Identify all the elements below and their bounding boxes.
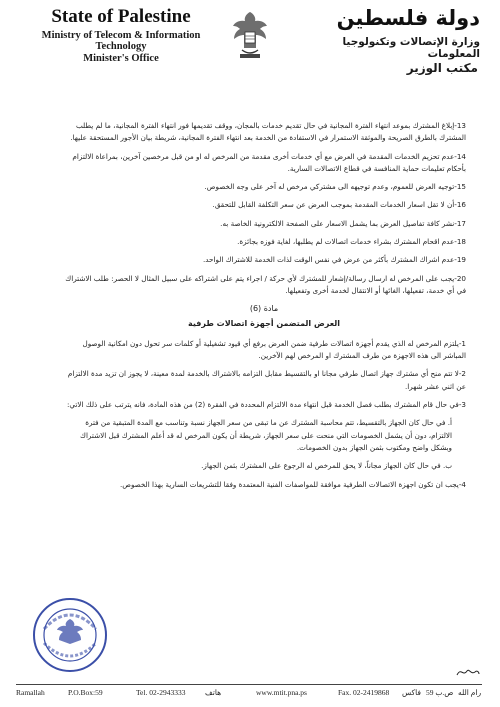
item-text: توجيه العرض للعموم، وعدم توجيهه الى مشتركي مرخص له آخر على وجه الخصوص. [204,182,455,192]
sub-clause-text: في حال كان الجهاز مجاناً، لا يحق للمرخص له الرجوع على المشترك بثمن الجهاز. [201,461,441,471]
footer-website: www.mtit.pna.ps [256,688,307,697]
footer-pobox-ar: ص.ب 59 [426,688,454,697]
sub-clause-number: ب. [442,461,452,471]
sub-clause-text: في حال كان الجهاز بالتقسيط، تتم محاسبة المشترك عن ما تبقى من سعر الجهاز نسبة وتناسب مع المدة المتبقية من فترة الالتزام، دون أن يشمل الخصومات التي منحت على سعر الجهاز، شريطة أن يكون المرخص له قد أعلم المشترك قبل الاشتراك وبشكل واضح ومكتوب بثمن الجهاز بدون الخصومات. [80,418,452,452]
list-item [62,273,466,298]
list-item [62,199,466,211]
item-text: عدم تحزيم الخدمات المقدمة في العرض مع أي خدمات أخرى مقدمة من المرخص له او من قبل مرخصين آخرين، بمراعاة الالتزام بأحكام تعليمات حماية المنافسة في قطاع الاتصالات السارية. [72,151,466,173]
english-office-name: Minister's Office [83,53,159,64]
clause-number: 3- [458,400,466,410]
footer-tel-ar: هاتف [205,688,222,697]
item-text: يجب على المرخص له ارسال رسالة/إشعار للمشترك لأي حركة / اجراء يتم على اشتراكه على سبيل المثال لا الحصر: طلب الاشتراك في أي خدمة، تفعيلها، الغائها أو الانتقال لخدمة أخرى وتفعيلها. [65,273,466,295]
footer-divider [16,684,482,685]
list-item [62,254,466,266]
clause [62,338,466,363]
sub-clause [62,460,466,472]
item-text: عدم اقحام المشترك بشراء خدمات اتصالات لم يطلبها، لغاية فوزه بجائزة. [237,237,455,247]
item-number: 18- [454,237,466,247]
sub-clause-number: أ. [447,418,452,428]
clause-text: يجب ان تكون اجهزة الاتصالات الطرفية موافقة للمواصفات الفنية المعتمدة وفقا للتشريعات السارية بهذا الخصوص. [120,479,459,489]
arabic-letterhead [310,6,480,75]
item-text: أن لا تقل اسعار الخدمات المقدمة بموجب العرض عن سعر التكلفة القابل للتحقق. [212,200,455,210]
footer-pobox-en: P.O.Box:59 [68,688,103,697]
ministry-stamp-icon [30,595,110,675]
item-number: 20- [454,273,466,283]
article-title: العرض المتضمن أجهزة اتصالات طرفية [188,318,340,328]
list-item [62,236,466,248]
list-item [62,181,466,193]
footer-city-ar: رام الله [458,688,482,697]
clause-text: يلتزم المرخص له الذي يقدم أجهزة اتصالات طرفية ضمن العرض برفع أي قيود تشغيلية أو كلمات سر تحول دون امكانية الوصول المباشر الى هذه الاجهزة من طرف المشترك او المرخص لهم الآخرين. [82,338,466,361]
list-item [62,218,466,230]
english-letterhead [26,6,216,64]
clause-number: 1- [458,338,466,348]
signature-mark [455,663,481,681]
palestine-eagle-emblem-icon [230,8,270,62]
clause-text: لا تتم منح أي مشترك جهاز اتصال طرفي مجانا او بالتقسيط مقابل التزامه بالاشتراك بالخدمة لمدة معينة، لا يجوز ان تزيد مدة الالتزام عن اثني عشر شهرا. [67,369,466,391]
clause-text: في حال قام المشترك بطلب فصل الخدمة قبل انتهاء مدة الالتزام المحددة في الفقرة (2) من هذه المادة، فانه يترتب على ذلك الاتي: [67,400,459,410]
clause [62,399,466,411]
english-state-title: State of Palestine [51,6,191,27]
clause [62,479,466,491]
arabic-ministry-name: وزارة الإتصالات وتكنولوجيا المعلومات [342,36,480,60]
footer-fax-en: Fax. 02-2419868 [338,688,390,697]
clause-number: 2- [458,369,466,379]
footer-fax-ar: فاكس [402,688,422,697]
footer-city-en: Ramallah [16,688,45,697]
list-item [62,120,466,145]
clause-number: 4- [458,479,466,489]
item-number: 14- [454,151,466,161]
item-text: إبلاغ المشترك بموعد انتهاء الفترة المجانية في حال تقديم خدمات بالمجان، ووقف تقديمها فور انتهاء الفترة المجانية، ما لم يطلب المشترك بالطرق الصريحة والموثقة الاستمرار في الاستفادة من الخدمة بعد انتهاء الفترة المجانية، شريطة بيان الأجور المستحقة عليها. [70,121,466,143]
clause [62,368,466,393]
footer [16,688,482,700]
item-text: عدم اشراك المشترك بأكثر من عرض في نفس الوقت لذات الخدمة للاشتراك الواحد. [202,255,455,265]
english-ministry-name: Ministry of Telecom & Information Technology [41,30,201,52]
item-number: 17- [454,218,466,228]
article-number: مادة (6) [249,304,279,314]
arabic-office-name: مكتب الوزير [406,61,478,75]
item-number: 13- [454,121,466,130]
arabic-state-title: دولة فلسطين [336,6,480,30]
list-item [62,151,466,176]
footer-tel-en: Tel. 02-2943333 [136,688,186,697]
document-body [62,120,466,497]
item-number: 16- [454,200,466,210]
item-number: 15- [454,182,466,192]
letterhead [0,0,500,100]
item-text: نشر كافة تفاصيل العرض بما يشمل الاسعار على الصفحة الالكترونية الخاصة به. [220,218,455,228]
sub-clause [62,417,466,454]
item-number: 19- [454,255,466,265]
